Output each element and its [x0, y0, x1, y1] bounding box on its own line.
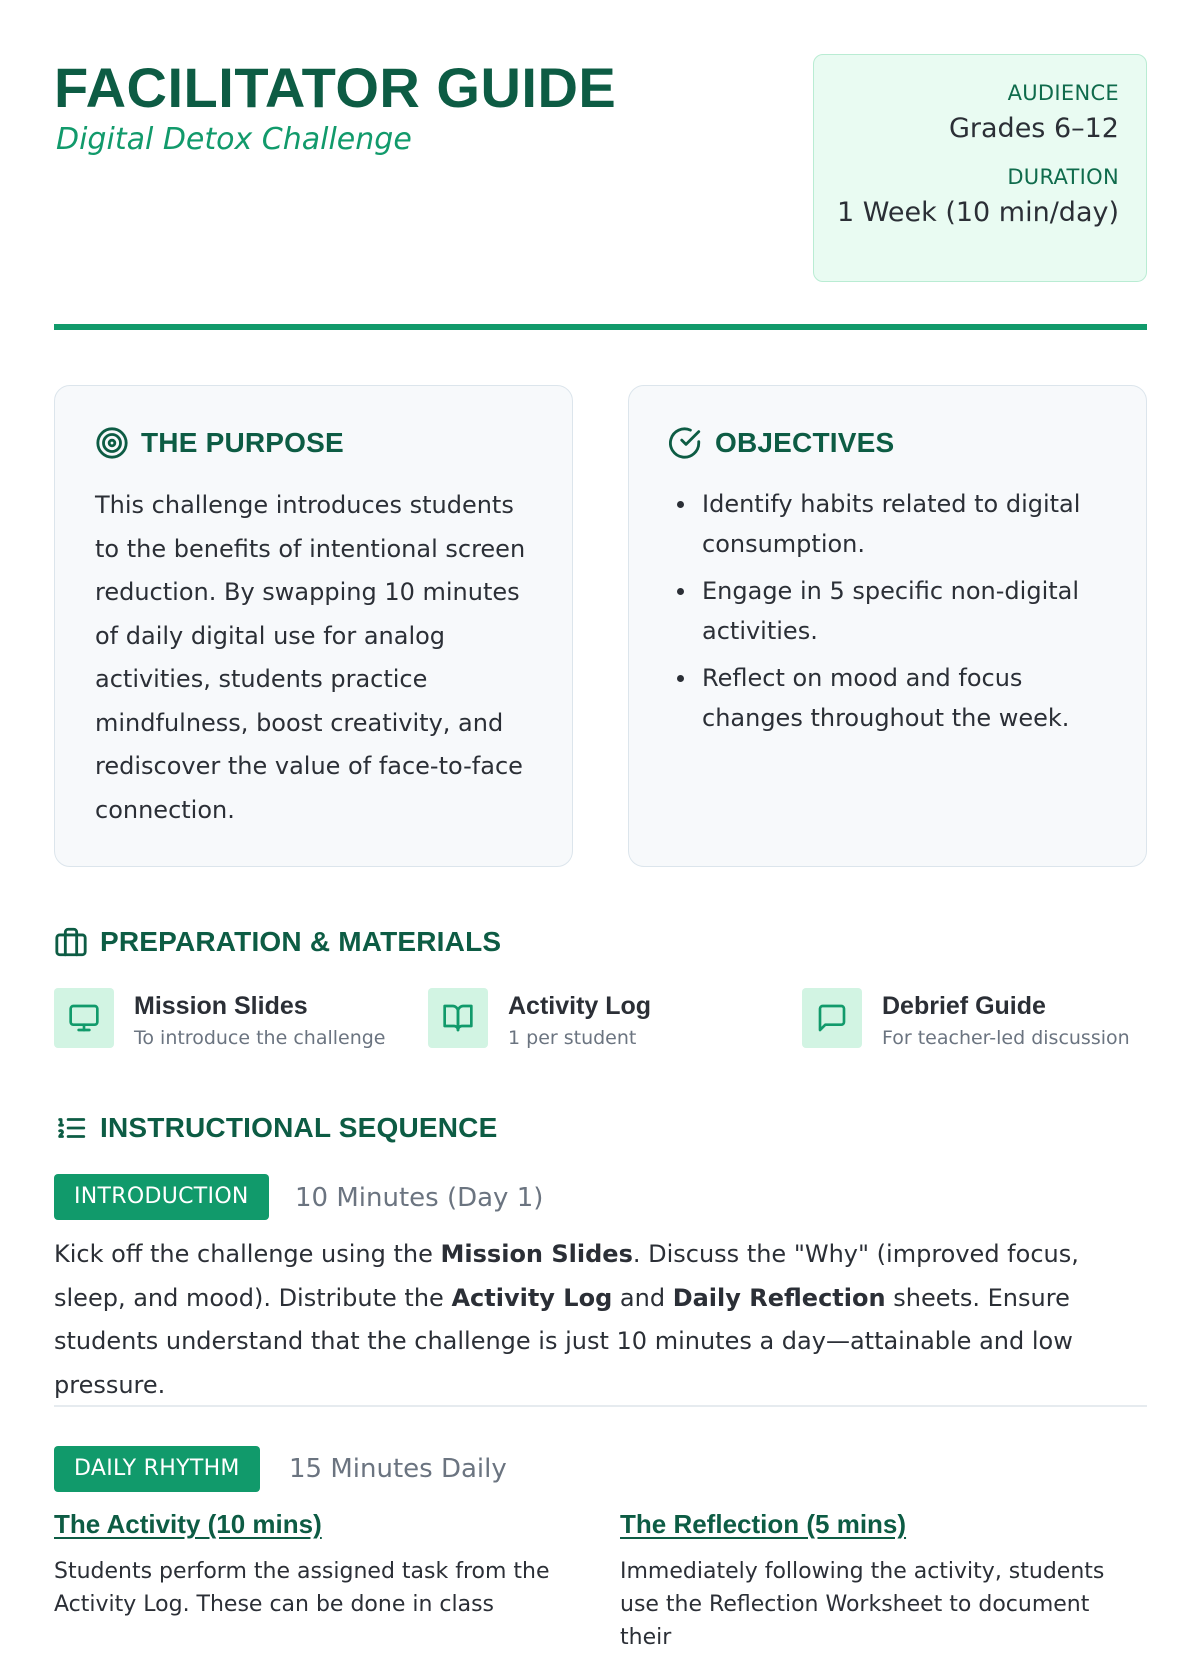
audience-label: AUDIENCE [1007, 81, 1119, 105]
reflection-title: The Reflection (5 mins) [620, 1509, 907, 1539]
daily-rhythm-badge: DAILY RHYTHM [54, 1446, 260, 1492]
check-circle-icon [669, 426, 703, 460]
reflection-text: Immediately following the activity, students use the Reflection Worksheet to document their [620, 1559, 1105, 1650]
objectives-list [669, 484, 1114, 745]
purpose-heading: THE PURPOSE [141, 427, 344, 458]
numbered-list-icon [54, 1111, 88, 1145]
chat-icon [816, 1002, 848, 1034]
duration-label: DURATION [1007, 165, 1119, 189]
objective-item: Reflect on mood and focus changes throughout the week. [669, 658, 1114, 738]
material-desc: 1 per student [508, 1027, 637, 1049]
preparation-header [54, 925, 501, 959]
meta-box [813, 54, 1147, 282]
introduction-badge: INTRODUCTION [54, 1174, 269, 1220]
header-divider [54, 324, 1147, 330]
material-item [428, 988, 651, 1049]
objective-item: Identify habits related to digital consumption. [669, 484, 1114, 564]
introduction-text: Kick off the challenge using the Mission Slides. Discuss the "Why" (improved focus, sleep, and mood). Distribute the Activity Log and Daily Reflection sheets. Ensure students understand that the challenge is just 10 minutes a day—attainable and low pressure. [54, 1240, 1079, 1399]
purpose-card [54, 385, 573, 867]
material-item [802, 988, 1130, 1049]
objectives-card [628, 385, 1147, 867]
duration-value: 1 Week (10 min/day) [837, 197, 1119, 228]
target-icon [95, 426, 129, 460]
material-name: Debrief Guide [882, 992, 1046, 1020]
audience-value: Grades 6–12 [948, 113, 1119, 144]
activity-title: The Activity (10 mins) [54, 1509, 322, 1539]
objectives-heading: OBJECTIVES [715, 427, 895, 458]
material-name: Mission Slides [134, 992, 308, 1020]
material-desc: For teacher-led discussion [882, 1027, 1130, 1049]
briefcase-icon [54, 925, 88, 959]
material-desc: To introduce the challenge [134, 1027, 386, 1049]
sequence-heading: INSTRUCTIONAL SEQUENCE [100, 1112, 498, 1143]
daily-rhythm-time: 15 Minutes Daily [289, 1454, 507, 1484]
book-icon [442, 1002, 474, 1034]
monitor-icon [68, 1002, 100, 1034]
objective-item: Engage in 5 specific non-digital activities. [669, 571, 1114, 651]
page-title: FACILITATOR GUIDE [54, 56, 617, 119]
material-name: Activity Log [508, 992, 652, 1020]
page-subtitle: Digital Detox Challenge [56, 122, 412, 157]
purpose-text: This challenge introduces students to the benefits of intentional screen reduction. By swapping 10 minutes of daily digital use for analog activities, students practice mindfulness, boost creativity, and rediscover the value of face-to-face connection. [95, 491, 526, 824]
header [54, 54, 1147, 344]
introduction-time: 10 Minutes (Day 1) [295, 1183, 544, 1213]
activity-text: Students perform the assigned task from the Activity Log. These can be done in class [54, 1559, 550, 1617]
material-item [54, 988, 386, 1049]
sequence-header [54, 1111, 497, 1145]
section-divider [54, 1405, 1147, 1407]
preparation-heading: PREPARATION & MATERIALS [100, 926, 502, 957]
